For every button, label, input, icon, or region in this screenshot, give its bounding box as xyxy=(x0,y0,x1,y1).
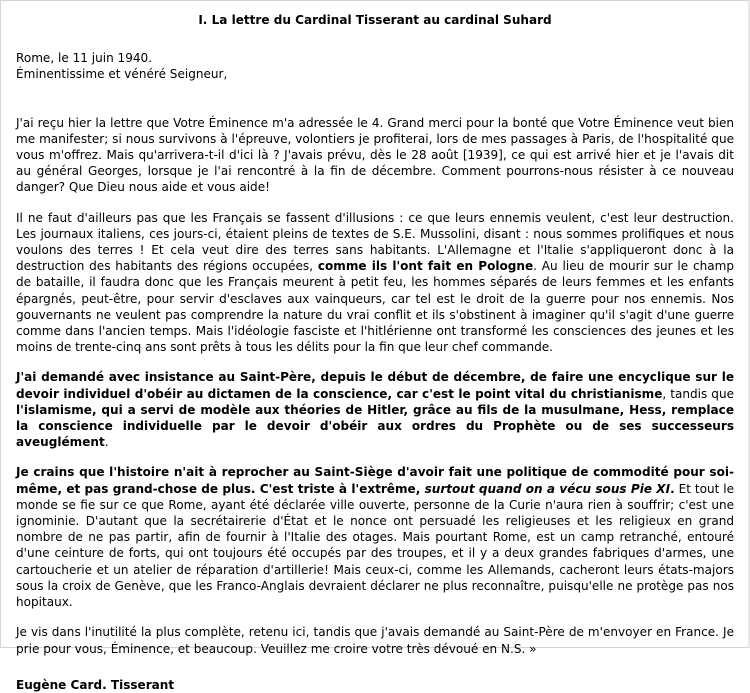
letter-body xyxy=(16,115,734,657)
letter-paragraph xyxy=(16,115,734,196)
emphasized-text: Je crains que l'histoire n'ait à reprocher au Saint-Siège d'avoir fait une politique de commodité pour soi-même, et pas grand-chose de plus. C'est triste à l'extrême, xyxy=(16,465,734,496)
letter-document xyxy=(16,12,734,693)
emphasized-text: comme ils l'ont fait en Pologne xyxy=(317,259,534,274)
letter-paragraph xyxy=(16,369,734,450)
letter-paragraph xyxy=(16,464,734,610)
emphasized-text: J'ai demandé avec insistance au Saint-Père, depuis le début de décembre, de faire une encyclique sur le devoir individuel d'obéir au dictamen de la conscience, car c'est le point vital du christianisme xyxy=(16,370,734,401)
paragraph-text: . Au lieu de mourir sur le champ de bataille, il faudra donc que les Français meurent à petit feu, les hommes séparés de leurs femmes et les enfants épargnés, peut-être, pour servir d'esclaves aux vainqueurs, car tel est le droit de la guerre pour nos ennemis. Nos gouvernants ne veulent pas comprendre la nature du vrai conflit et ils s'obstinent à imaginer qu'il s'agit d'une guerre comme dans l'ancien temps. Mais l'idéologie fasciste et l'hitlérienne ont transformé les consciences des jeunes et les moins de trente-cinq ans sont prêts à tous les délits pour la fin que leur chef commande. xyxy=(16,259,734,355)
emphasized-text: . xyxy=(670,481,675,496)
emphasized-italic-text: surtout quand on a vécu sous Pie XI xyxy=(424,481,671,496)
letter-paragraph xyxy=(16,624,734,656)
document-title: I. La lettre du Cardinal Tisserant au cardinal Suhard xyxy=(198,13,552,27)
paragraph-text: J'ai reçu hier la lettre que Votre Éminence m'a adressée le 4. Grand merci pour la bonté que Votre Éminence veut bien me manifester; si nous survivons à l'épreuve, volontiers je profiterai, lors de mes passages à Paris, de l'hospitalité que vous m'offrez. Mais qu'arrivera-t-il d'ici là ? J'avais prévu, dès le 28 août [1939], ce qui est arrivé hier et je l'avais dit au général Georges, lorsque je l'ai rencontré à la fin de décembre. Comment pourrons-nous résister à ce nouveau danger? Que Dieu nous aide et vous aide! xyxy=(16,115,734,195)
letter-signature: Eugène Card. Tisserant xyxy=(16,677,175,692)
paragraph-text: , tandis que xyxy=(662,386,734,401)
paragraph-text: Je vis dans l'inutilité la plus complète, retenu ici, tandis que j'avais demandé au Saint-Père de m'envoyer en France. Je prie pour vous, Éminence, et beaucoup. Veuillez me croire votre très dévoué en N.S. » xyxy=(16,625,734,656)
emphasized-text: l'islamisme, qui a servi de modèle aux théories de Hitler, grâce au fils de la musulmane, Hess, remplace la conscience individuelle par le devoir d'obéir aux ordres du Prophète ou de ses successeurs aveuglément xyxy=(16,402,734,450)
paragraph-text: . xyxy=(104,435,109,450)
letter-salutation: Éminentissime et vénéré Seigneur, xyxy=(16,67,228,82)
letter-date-line: Rome, le 11 juin 1940. xyxy=(16,51,153,66)
letter-paragraph xyxy=(16,210,734,356)
paragraph-text: Et tout le monde se fie sur ce que Rome, ayant été déclarée ville ouverte, personne de la Curie n'aura rien à souffrir; c'est une ignominie. D'autant que la secrétairerie d'État et le nonce ont persuadé les religieuses et les religieux en grand nombre de ne pas partir, afin de fournir à l'Italie des otages. Mais pourtant Rome, est un camp retranché, entouré d'une ceinture de forts, qui ont toujours été occupés par des troupes, et il y a deux grandes fabriques d'armes, une cartoucherie et un atelier de réparation d'artillerie! Mais ceux-ci, comme les Allemands, cacheront leurs états-majors sous la croix de Genève, que les Franco-Anglais devraient déclarer ne plus reconnaître, puisqu'elle ne protège pas nos hopitaux. xyxy=(16,481,735,610)
paragraph-text: Il ne faut d'ailleurs pas que les Français se fassent d'illusions : ce que leurs ennemis veulent, c'est leur destruction. Les journaux italiens, ces jours-ci, étaient pleins de textes de S.E. Mussolini, disant : nous sommes prolifiques et nous voulons des terres ! Et cela veut dire des terres sans habitants. L'Allemagne et l'Italie s'appliqueront donc à la destruction des habitants des régions occupées, xyxy=(16,210,734,274)
